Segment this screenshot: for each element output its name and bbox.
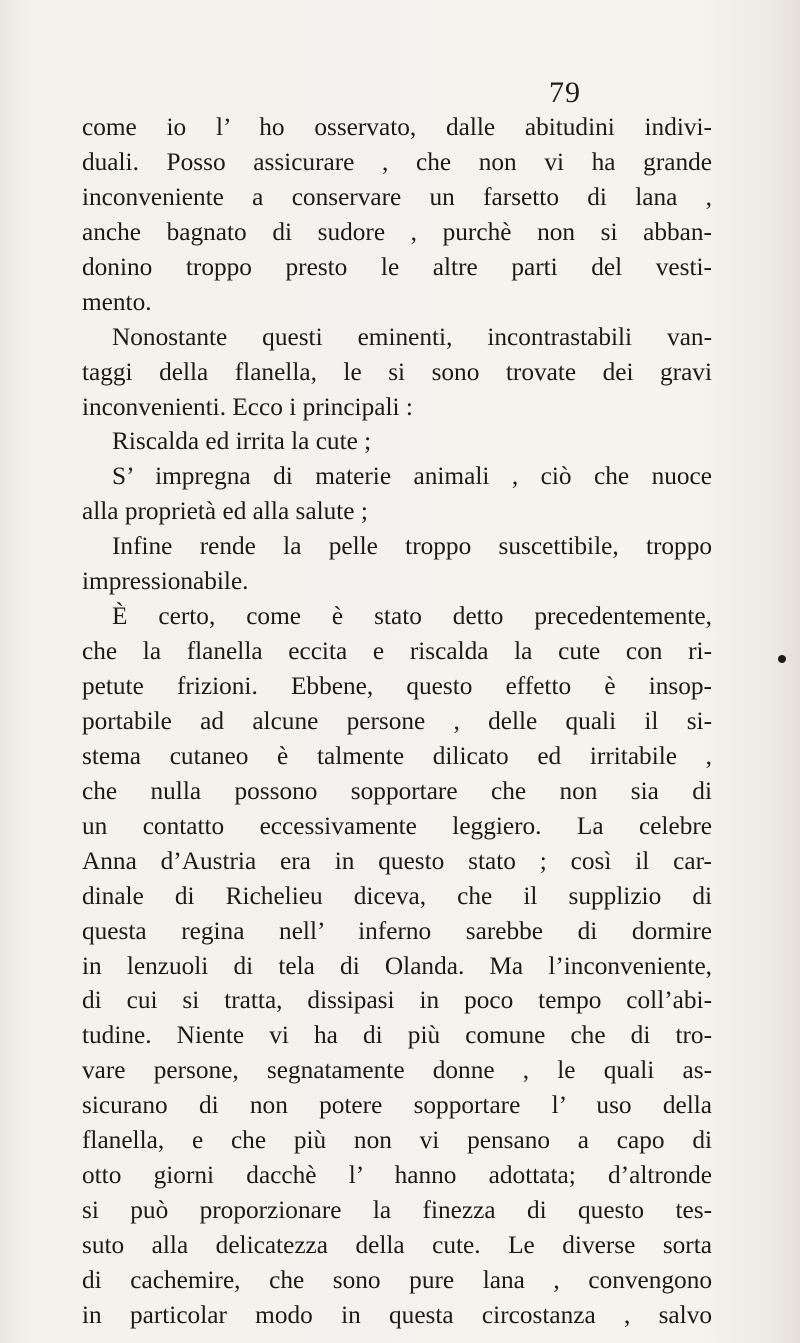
text-line: stema cutaneo è talmente dilicato ed irritabile , bbox=[82, 741, 712, 770]
text-line: in particolar modo in questa circostanza , salvo bbox=[82, 1300, 712, 1329]
text-line: È certo, come è stato detto precedentemente, bbox=[112, 602, 712, 631]
text-line: vare persone, segnatamente donne , le quali as- bbox=[82, 1056, 712, 1085]
text-line: un contatto eccessivamente leggiero. La celebre bbox=[82, 811, 712, 840]
text-line: portabile ad alcune persone , delle quali il si- bbox=[82, 706, 712, 735]
text-line: alla proprietà ed alla salute ; bbox=[82, 497, 368, 526]
text-line: in lenzuoli di tela di Olanda. Ma l’inconveniente, bbox=[82, 951, 712, 980]
text-line: petute frizioni. Ebbene, questo effetto è insop- bbox=[82, 672, 712, 700]
text-line: otto giorni dacchè l’ hanno adottata; d’altronde bbox=[82, 1161, 712, 1190]
text-line: flanella, e che più non vi pensano a capo di bbox=[82, 1126, 712, 1155]
ink-spot-decoration bbox=[778, 655, 786, 663]
text-line: mento. bbox=[82, 287, 152, 316]
text-line: dinale di Richelieu diceva, che il supplizio di bbox=[82, 881, 712, 910]
text-line: si può proporzionare la finezza di questo tes- bbox=[82, 1196, 712, 1225]
text-line: che nulla possono sopportare che non sia di bbox=[82, 776, 712, 805]
text-line: Riscalda ed irrita la cute ; bbox=[112, 427, 372, 456]
text-line: di cachemire, che sono pure lana , convengono bbox=[82, 1265, 712, 1294]
text-line: questa regina nell’ inferno sarebbe di dormire bbox=[82, 916, 712, 945]
text-line: Infine rende la pelle troppo suscettibile, troppo bbox=[112, 532, 712, 561]
text-line: Anna d’Austria era in questo stato ; così il car- bbox=[82, 846, 712, 875]
text-line: sicurano di non potere sopportare l’ uso della bbox=[82, 1091, 712, 1120]
text-line: taggi della flanella, le si sono trovate dei gravi bbox=[82, 357, 712, 386]
text-line: duali. Posso assicurare , che non vi ha grande bbox=[82, 147, 712, 176]
text-line: S’ impregna di materie animali , ciò che nuoce bbox=[112, 462, 712, 491]
text-line: inconvenienti. Ecco i principali : bbox=[82, 392, 413, 421]
text-line: suto alla delicatezza della cute. Le diverse sorta bbox=[82, 1231, 712, 1259]
body-text bbox=[82, 110, 712, 1333]
text-line: anche bagnato di sudore , purchè non si abban- bbox=[82, 217, 712, 246]
page-number: 79 bbox=[549, 76, 581, 109]
text-line: che la flanella eccita e riscalda la cute con ri- bbox=[82, 637, 712, 666]
text-line: inconveniente a conservare un farsetto di lana , bbox=[82, 182, 712, 211]
text-line: donino troppo presto le altre parti del vesti- bbox=[82, 252, 712, 281]
text-line: Nonostante questi eminenti, incontrastabili van- bbox=[112, 322, 712, 351]
text-line: impressionabile. bbox=[82, 567, 249, 596]
text-line: tudine. Niente vi ha di più comune che di tro- bbox=[82, 1021, 712, 1050]
text-line: di cui si tratta, dissipasi in poco tempo coll’abi- bbox=[82, 986, 712, 1015]
text-line: come io l’ ho osservato, dalle abitudini indivi- bbox=[82, 113, 712, 141]
